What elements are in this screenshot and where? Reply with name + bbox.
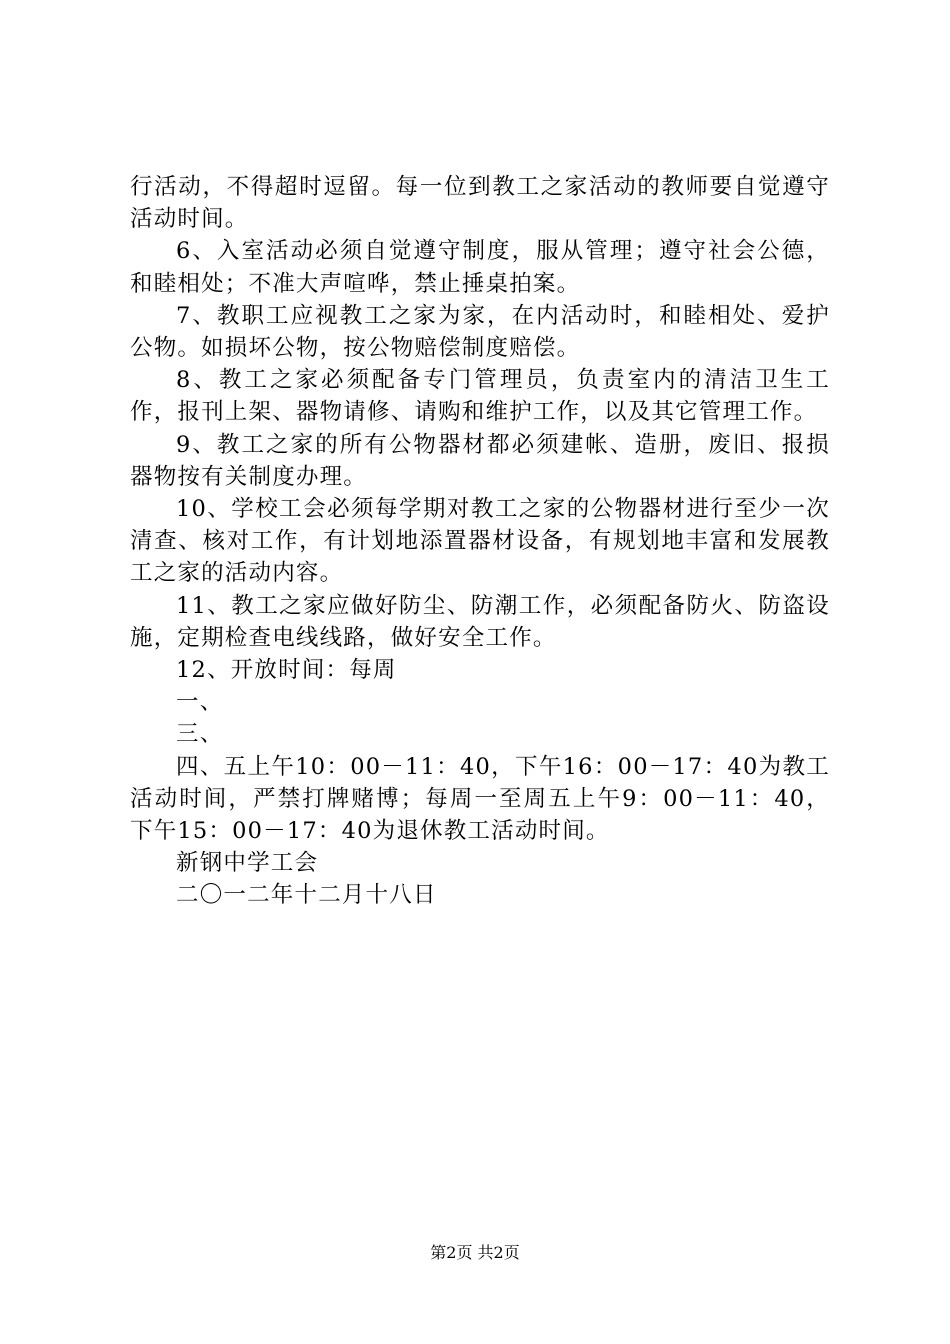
paragraph-fragment-three: 三、 (176, 721, 224, 748)
paragraph-rule-10: 10、学校工会必须每学期对教工之家的公物器材进行至少一次清查、核对工作，有计划地添置器材设备，有规划地丰富和发展教工之家的活动内容。 (130, 496, 830, 587)
page-footer (0, 1243, 950, 1263)
paragraph-fragment-one: 一、 (176, 689, 224, 716)
signature-date: 二〇一二年十二月十八日 (176, 882, 437, 909)
paragraph-rule-8: 8、教工之家必须配备专门管理员，负责室内的清洁卫生工作，报刊上架、器物请修、请购和维护工作，以及其它管理工作。 (130, 367, 830, 426)
paragraph-rule-7: 7、教职工应视教工之家为家，在内活动时，和睦相处、爱护公物。如损坏公物，按公物赔偿制度赔偿。 (130, 302, 830, 362)
paragraph-continuation: 行活动，不得超时逗留。每一位到教工之家活动的教师要自觉遵守活动时间。 (130, 174, 830, 233)
paragraph-rule-9: 9、教工之家的所有公物器材都必须建帐、造册，废旧、报损器物按有关制度办理。 (130, 431, 830, 490)
paragraph-rule-11: 11、教工之家应做好防尘、防潮工作，必须配备防火、防盗设施，定期检查电线线路，做好安全工作。 (130, 592, 830, 651)
signature-organization: 新钢中学工会 (176, 850, 319, 877)
paragraph-opening-hours: 四、五上午10：00－11：40，下午16：00－17：40为教工活动时间，严禁打牌赌博；每周一至周五上午9：00－11：40，下午15：00－17：40为退休教工活动时间。 (130, 753, 830, 845)
document-body (130, 171, 830, 912)
paragraph-rule-12: 12、开放时间：每周 (176, 657, 397, 684)
page-number-label: 第2页 共2页 (430, 1243, 520, 1262)
paragraph-rule-6: 6、入室活动必须自觉遵守制度，服从管理；遵守社会公德，和睦相处；不准大声喧哗，禁止捶桌拍案。 (130, 238, 830, 297)
